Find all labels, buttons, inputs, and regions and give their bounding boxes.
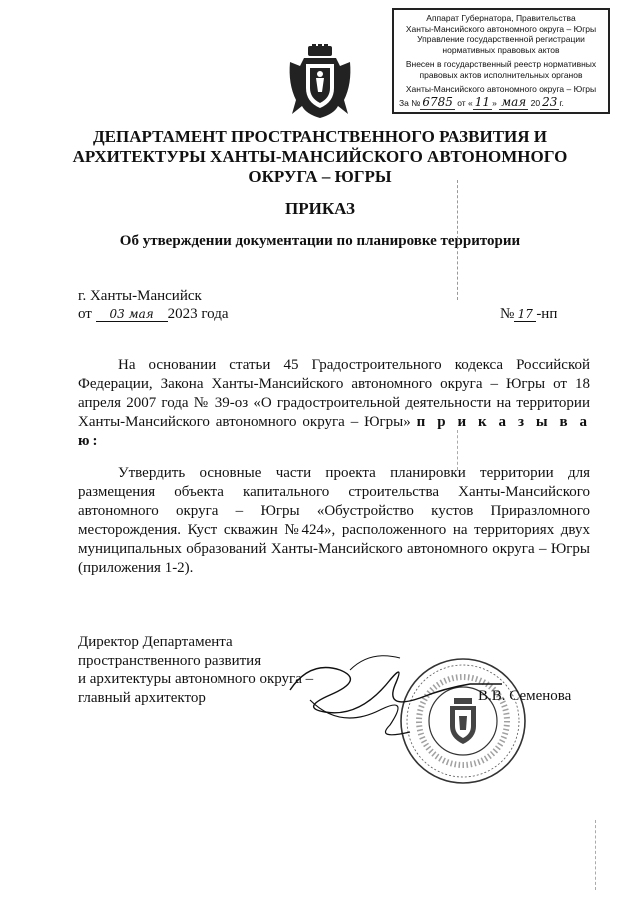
reg-year: 23 (542, 94, 558, 109)
paragraph-decision: Утвердить основные части проекта планировки территории для размещения объекта капитального строительства Ханты-Мансийского автономного округа – Югры «Обустройство кустов Приразломного месторождения. Куст скважин №424», расположенного на территориях двух муниципальных образований Ханты-Мансийского автономного округа – Югры (приложения 1-2). (78, 465, 590, 576)
order-title: ПРИКАЗ (285, 199, 355, 218)
signer-title-line: главный архитектор (78, 689, 206, 706)
stamp-line: Внесен в государственный реестр нормативных (405, 59, 597, 69)
number-handwritten: 17 (514, 307, 536, 322)
city: г. Ханты-Мансийск (78, 288, 202, 304)
stamp-line: Ханты-Мансийского автономного округа – Югры (405, 23, 597, 34)
reg-prefix: За № (399, 97, 421, 108)
reg-year-suffix: г. (559, 97, 564, 108)
department-line: ОКРУГА – ЮГРЫ (248, 167, 392, 186)
scan-fold-line (457, 180, 460, 300)
order-subject: Об утверждении документации по планировке территории (119, 233, 521, 249)
department-header (60, 127, 580, 187)
signer-title-line: Директор Департамента (78, 634, 233, 650)
registration-stamp (392, 8, 610, 114)
order-number (500, 306, 557, 323)
reg-month: мая (501, 94, 527, 109)
department-line: ДЕПАРТАМЕНТ ПРОСТРАНСТВЕННОГО РАЗВИТИЯ И (92, 127, 548, 146)
date-prefix: от (78, 306, 92, 322)
signer-title-line: пространственного развития (78, 652, 262, 669)
stamp-line: Управление государственной регистрации (417, 34, 585, 44)
reg-from: от « (457, 97, 473, 108)
reg-mid: » (492, 97, 497, 108)
coat-of-arms-icon (286, 44, 354, 120)
paragraph-basis (78, 356, 590, 451)
command-word: п р и к а з ы в а ю: (78, 414, 590, 449)
reg-year-prefix: 20 (530, 97, 541, 108)
paragraph-text: На основании статьи 45 Градостроительного кодекса Российской Федерации, Закона Ханты-Мансийского автономного округа – Югры от 18 апреля 2007 года № 39-оз «О градостроительной деятельности на территории Ханты-Мансийского автономного округа – Югры» (78, 357, 590, 430)
date-suffix: 2023 года (167, 306, 229, 322)
stamp-registration-number (399, 94, 603, 109)
signer-title-line: и архитектуры автономного округа – (78, 671, 314, 687)
stamp-line: Ханты-Мансийского автономного округа – Югры (405, 84, 597, 94)
order-date (78, 306, 229, 323)
stamp-line: правовых актов исполнительных органов (419, 69, 583, 80)
date-handwritten: 03 мая (96, 307, 168, 322)
signer-name: В.В. Семенова (478, 688, 572, 704)
stamp-line: Аппарат Губернатора, Правительства (426, 13, 576, 23)
stamp-line: нормативных правовых актов (442, 44, 560, 55)
reg-day: 11 (474, 94, 491, 109)
number-suffix: -нп (536, 306, 558, 322)
scan-fold-line (595, 820, 598, 890)
reg-number: 6785 (422, 94, 453, 109)
scan-fold-line (457, 430, 460, 470)
number-prefix: № (500, 306, 515, 322)
department-line: АРХИТЕКТУРЫ ХАНТЫ-МАНСИЙСКОГО АВТОНОМНОГО (72, 147, 568, 166)
